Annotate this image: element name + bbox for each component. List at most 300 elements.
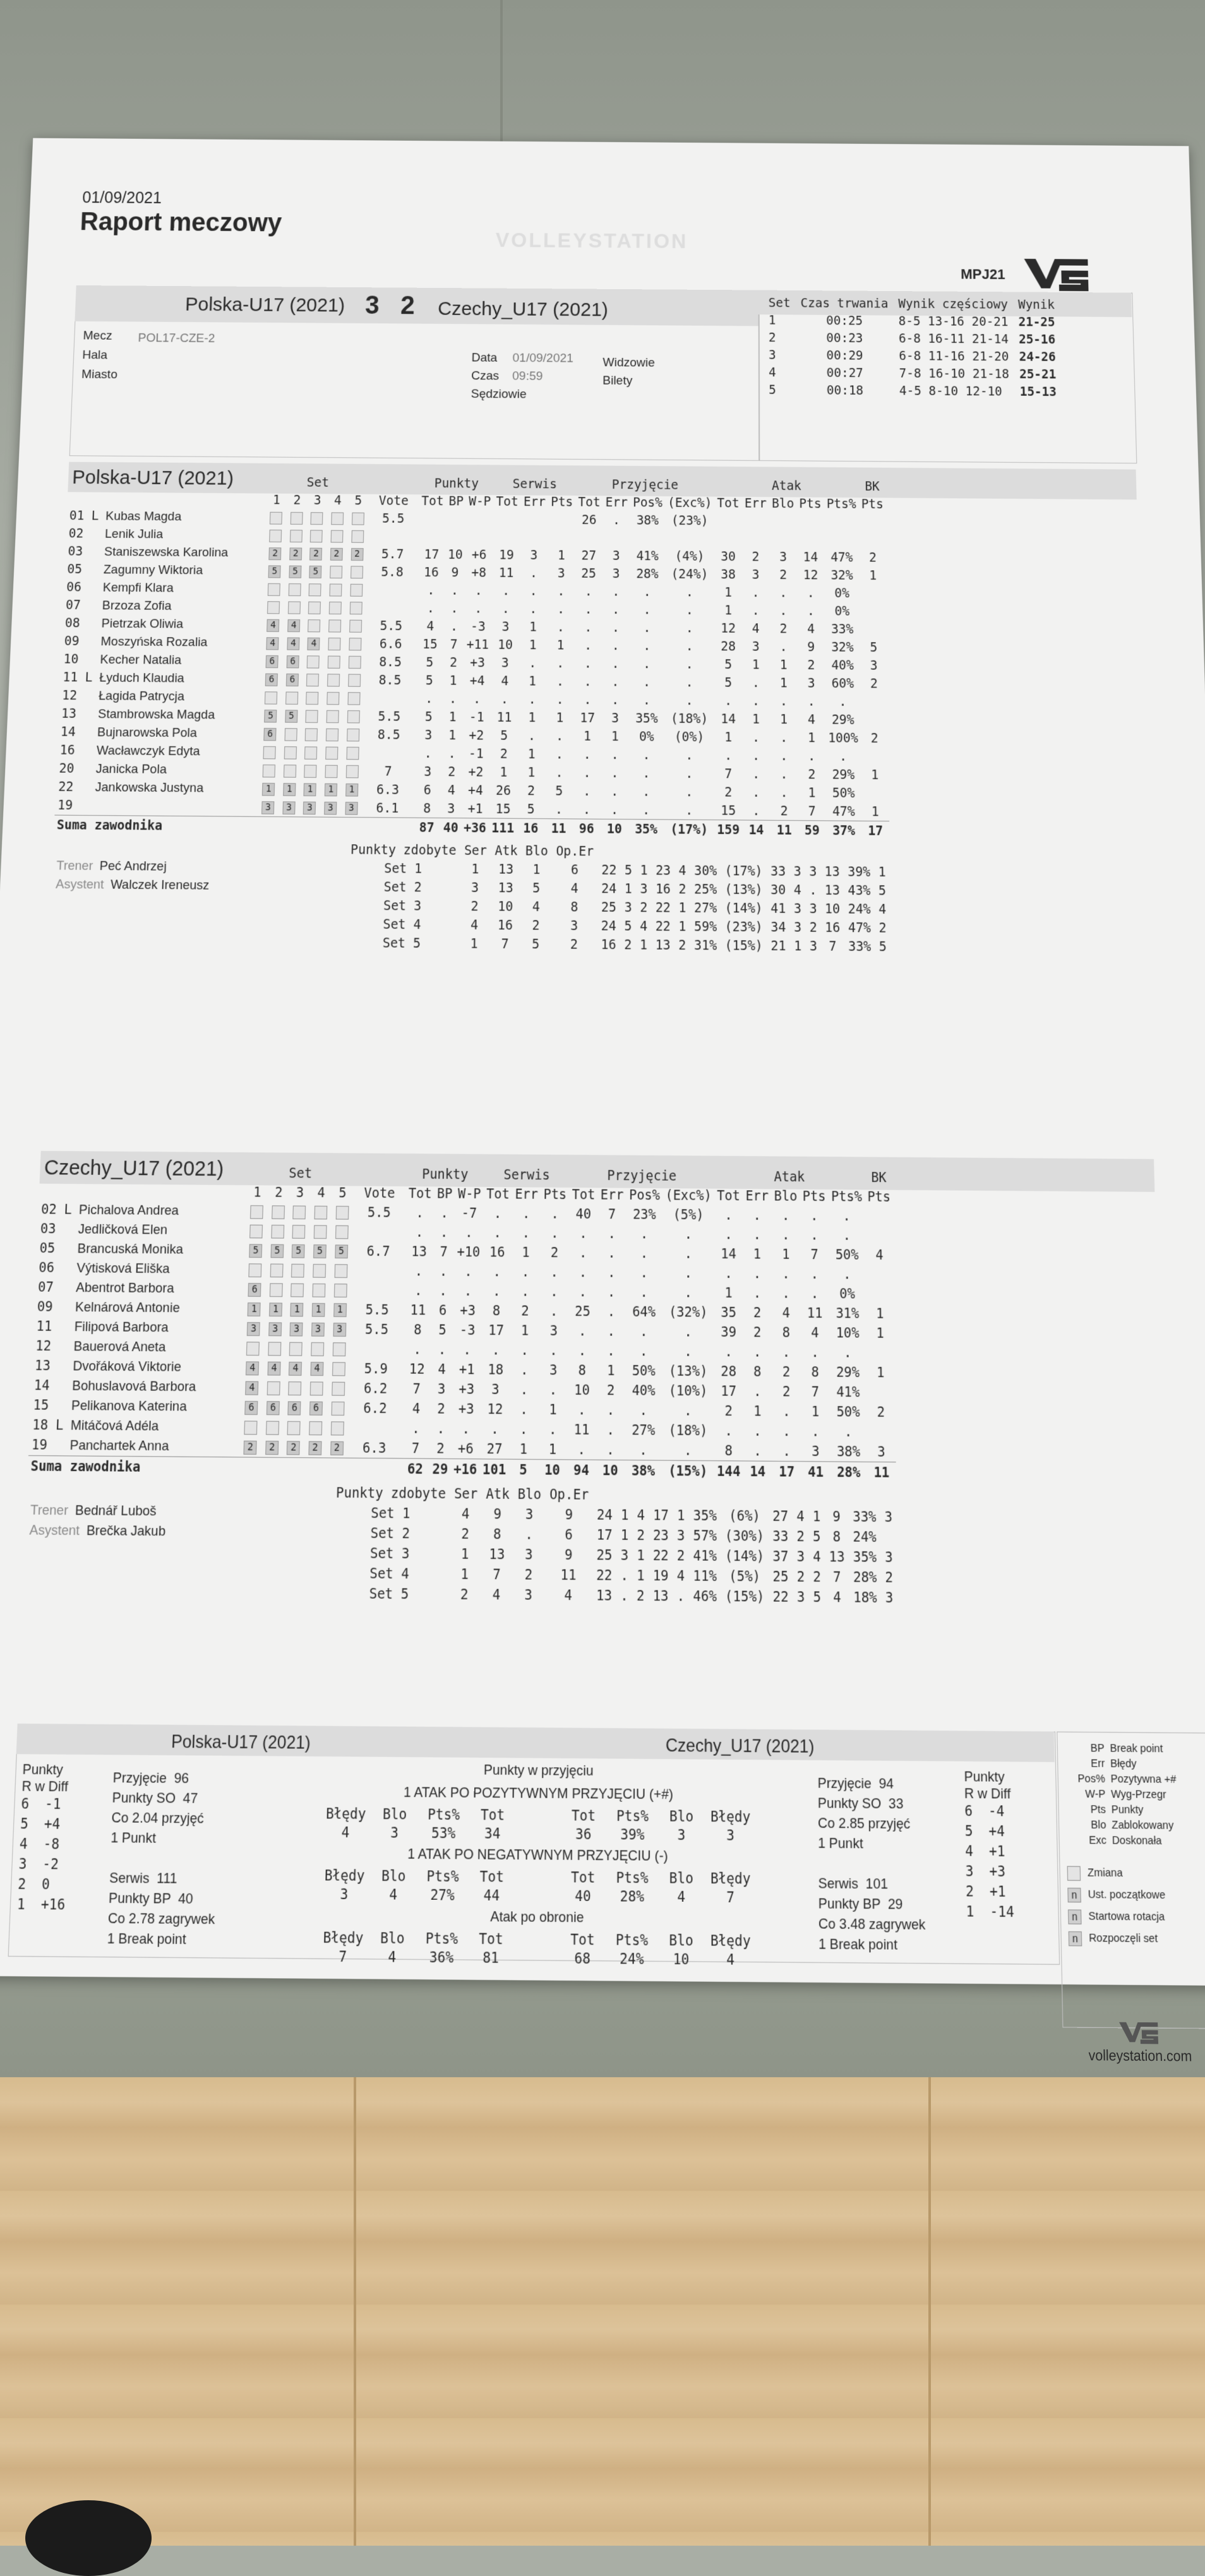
col-header: 5 — [332, 1183, 353, 1203]
section-value: 4 — [321, 1824, 370, 1841]
set-cell — [267, 1241, 289, 1260]
rotation-box: 2 — [309, 1441, 322, 1455]
set-cell — [343, 707, 364, 725]
stat-cell: . — [573, 763, 601, 782]
rotation-box — [304, 765, 317, 778]
rotation-box: 2 — [289, 547, 302, 560]
stat-cell: 1 — [743, 1401, 772, 1421]
stat-cell — [866, 1343, 895, 1363]
set-partials: 8-5 13-16 20-21 — [894, 313, 1014, 331]
set-stat-cell: 24% — [849, 1527, 881, 1547]
set-cell — [264, 1318, 286, 1338]
set-cell — [303, 671, 323, 689]
set-cell — [345, 635, 366, 653]
stat-cell: 4 — [402, 1398, 431, 1419]
stat-cell: . — [573, 800, 601, 819]
player-number: 02 — [68, 527, 91, 541]
player-name-cell — [59, 687, 261, 707]
col-set: Set — [764, 294, 796, 312]
stat-cell: . — [539, 1282, 568, 1301]
stat-cell: . — [518, 726, 546, 744]
player-number: 20 — [59, 761, 81, 776]
legend-text: Startowa rotacja — [1088, 1910, 1165, 1924]
rw-title: Punkty — [22, 1762, 70, 1779]
set-cell — [306, 1378, 328, 1398]
gap — [516, 1900, 558, 1901]
stat-cell: +2 — [462, 763, 489, 781]
set-stat-cell: 1 — [633, 1545, 649, 1565]
stat-cell: . — [664, 764, 714, 783]
stat-cell: . — [770, 692, 798, 710]
summary-home-title: Polska-U17 (2021) — [171, 1732, 311, 1755]
stats-home — [107, 1770, 219, 1952]
stat-cell: . — [662, 1282, 714, 1303]
stat-cell: 2 — [769, 566, 797, 584]
stat-cell: +2 — [462, 726, 490, 744]
stat-cell: 1 — [714, 728, 742, 746]
sum-blank — [257, 816, 279, 835]
set-result: 15-13 — [1014, 383, 1062, 400]
rotation-box — [348, 674, 361, 686]
set-stat-cell: 3 — [789, 862, 805, 881]
label-sedziowie: Sędziowie — [471, 387, 527, 402]
rotation-box — [266, 1421, 279, 1434]
set-cell — [280, 743, 301, 761]
coach-cell — [26, 1500, 332, 1522]
rotation-box — [308, 619, 321, 632]
rotation-box — [345, 765, 358, 778]
stat-cell — [465, 528, 493, 546]
stat-cell: . — [801, 1342, 830, 1363]
stat-cell: . — [664, 801, 714, 820]
stat-cell: . — [662, 1244, 714, 1263]
set-stat-cell: 5 — [875, 881, 890, 900]
stat-line — [818, 1856, 925, 1876]
stat-cell: . — [445, 581, 465, 600]
stat-cell: . — [434, 1203, 455, 1222]
stat-cell: . — [492, 581, 520, 600]
set-cell — [308, 1260, 330, 1280]
stat-cell: 1 — [596, 1361, 625, 1381]
stat-cell: . — [463, 689, 491, 708]
set-stat-cell: 7 — [821, 937, 844, 956]
set-stat-cell: 3 — [620, 898, 636, 917]
col-left: Tot — [468, 1806, 517, 1823]
stat-cell: . — [597, 1282, 626, 1301]
group-header-2 — [369, 474, 419, 492]
set-stat-cell: 13 — [820, 862, 844, 881]
set-stat-cell: 8 — [481, 1524, 513, 1544]
rotation-box — [268, 583, 280, 595]
rw-rotation: 5 — [965, 1823, 989, 1840]
player-name-cell — [66, 525, 266, 544]
set-stat-cell: 3 — [790, 899, 806, 918]
stat-cell: 7 — [433, 1242, 455, 1261]
stat-cell — [602, 528, 630, 547]
set-cell — [321, 743, 343, 761]
stat-cell: . — [829, 1206, 865, 1225]
set-cell — [246, 1221, 268, 1241]
label-miasto: Miasto — [81, 367, 118, 382]
stat-cell: 8 — [743, 1361, 772, 1381]
stat-cell — [418, 527, 446, 546]
set-cell — [286, 1299, 308, 1319]
rw-rotation: 4 — [19, 1835, 44, 1852]
sum-cell: +16 — [451, 1458, 480, 1479]
stat-cell: . — [568, 1321, 597, 1340]
set-stat-cell: 4 — [793, 1506, 809, 1526]
stat-cell: . — [431, 1340, 453, 1359]
stat-cell: 3 — [414, 725, 442, 744]
stat-cell: 50% — [625, 1361, 662, 1381]
stat-cell: 5.5 — [350, 1319, 404, 1339]
stat-cell: . — [568, 1243, 597, 1262]
sum-cell: 14 — [743, 1461, 772, 1482]
set-duration: 00:27 — [796, 364, 894, 382]
set-stat-cell: 19 — [649, 1565, 673, 1585]
coach-cell — [51, 894, 345, 915]
rotation-box — [284, 746, 297, 760]
player-name: Zagumny Wiktoria — [104, 563, 203, 577]
col-header: 5 — [348, 491, 369, 509]
stat-line: Co 2.85 przyjęć — [818, 1815, 925, 1836]
set-cell — [321, 725, 342, 743]
points-col-header: Atk — [482, 1484, 514, 1504]
stat-cell: 4 — [742, 619, 770, 638]
sum-cell: 41 — [801, 1462, 830, 1482]
set-cell — [279, 761, 301, 780]
player-number: 03 — [68, 544, 90, 559]
set-stat-cell: 4 — [875, 900, 890, 919]
set-cell — [261, 670, 282, 688]
rotation-box: 3 — [303, 801, 316, 814]
set-cell — [286, 509, 307, 527]
col-header: Blo — [769, 494, 796, 512]
set-stat-cell: 22 — [597, 861, 621, 880]
set-stat-cell: 37 — [769, 1546, 793, 1566]
rotation-box: 1 — [262, 782, 275, 796]
set-stat-cell: 31% — [690, 936, 721, 955]
points-col-header: Ser — [450, 1484, 482, 1504]
set-cell — [344, 652, 365, 671]
sum-cell: 10 — [537, 1460, 567, 1481]
set-stat-cell: 5 — [620, 917, 636, 936]
set-cell — [301, 725, 323, 743]
stat-cell: . — [511, 1281, 540, 1301]
stat-cell: (13%) — [662, 1361, 714, 1381]
stat-cell — [860, 620, 887, 638]
col-header: Err — [603, 493, 630, 511]
stat-cell — [351, 1280, 404, 1301]
rotation-box — [331, 530, 344, 542]
set-cell — [285, 1339, 307, 1358]
stat-cell: (5%) — [662, 1205, 714, 1224]
set-stat-cell: 1 — [632, 1565, 649, 1585]
rotation-box — [284, 765, 296, 778]
section-title: 1 ATAK PO POZYTYWNYM PRZYJĘCIU (+#) — [273, 1784, 804, 1810]
set-cell — [342, 743, 364, 761]
home-team-title: Polska-U17 (2021) — [72, 467, 234, 490]
rotation-box — [330, 1421, 344, 1435]
set-cell — [306, 544, 327, 563]
stat-cell: 13 — [405, 1241, 434, 1261]
sum-cell: 10 — [601, 819, 628, 838]
legend-text: Break point — [1110, 1742, 1163, 1755]
set-stat-cell: 16 — [821, 918, 844, 937]
set-cell — [242, 1338, 264, 1357]
stat-cell: . — [626, 1263, 662, 1282]
player-name-cell — [31, 1376, 242, 1397]
name-col-header — [39, 1181, 248, 1202]
rw-diff: -4 — [988, 1803, 1005, 1820]
stat-cell: . — [800, 1206, 829, 1225]
set-stat-cell: 7 — [825, 1566, 849, 1587]
set-stat-cell: (14%) — [721, 898, 767, 917]
rotation-box: 1 — [269, 1303, 282, 1316]
stat-cell: 1 — [861, 802, 889, 821]
set-stat-cell: 1 — [620, 880, 636, 898]
player-name-cell — [33, 1317, 243, 1339]
stat-cell: . — [539, 1380, 568, 1400]
group-header-1: Set — [267, 473, 369, 491]
col-right: Pts% — [608, 1869, 657, 1887]
rotation-box — [326, 728, 339, 741]
stat-cell: . — [433, 1281, 454, 1301]
stat-cell — [769, 530, 797, 548]
player-number: 10 — [63, 652, 86, 667]
stat-cell: . — [772, 1421, 801, 1441]
col-left: Blo — [368, 1929, 417, 1947]
stat-cell: 7 — [798, 802, 826, 821]
rw-diff: +16 — [40, 1896, 65, 1913]
volleystation-logo-icon — [1021, 251, 1092, 297]
rw-diff: +4 — [988, 1823, 1005, 1840]
player-number: 22 — [58, 779, 81, 794]
stat-cell — [859, 513, 887, 530]
stat-cell: 2 — [511, 1301, 540, 1320]
stat-line: Punkty BP 29 — [818, 1896, 926, 1917]
section-value: 34 — [468, 1825, 517, 1842]
stat-cell: 29% — [825, 710, 861, 729]
rotation-box — [292, 1225, 306, 1239]
rotation-box: 5 — [264, 710, 277, 722]
set-cell — [308, 1299, 330, 1319]
stat-cell — [445, 528, 465, 546]
stat-cell: (10%) — [662, 1381, 714, 1401]
set-cell — [285, 1358, 307, 1378]
stat-cell: . — [742, 583, 770, 602]
set-stat-cell: 2 — [805, 918, 821, 937]
player-name: Staniszewska Karolina — [104, 545, 229, 559]
stat-cell: +3 — [452, 1399, 481, 1419]
sum-cell: 29 — [429, 1458, 451, 1479]
group-header-3: Punkty — [419, 474, 495, 492]
stat-line: 1 Break point — [107, 1931, 215, 1952]
stat-cell: 1 — [742, 655, 770, 674]
stat-cell — [630, 529, 665, 547]
stat-cell: -3 — [453, 1320, 482, 1340]
stat-cell: 6.2 — [349, 1398, 402, 1418]
set-label: Set 5 — [344, 933, 459, 953]
sets-summary-table — [764, 294, 1062, 401]
stat-cell: 41% — [830, 1382, 866, 1402]
rw-diff-away — [964, 1769, 1014, 1924]
col-header: Pts% — [824, 495, 859, 513]
col-header: Pts — [541, 1184, 569, 1204]
set-cell — [305, 1398, 327, 1418]
rotation-box — [309, 583, 321, 596]
stat-cell: 5.5 — [364, 707, 415, 725]
stat-cell: . — [629, 672, 664, 691]
stat-cell: . — [714, 1421, 743, 1441]
stat-cell: +1 — [452, 1359, 481, 1380]
player-name-cell — [64, 578, 265, 598]
col-right: Tot — [558, 1869, 608, 1887]
col-header: Tot — [714, 494, 741, 511]
stat-cell: 1 — [518, 744, 546, 763]
rotation-box: 5 — [285, 710, 297, 722]
legend-row-2 — [1068, 1931, 1205, 1955]
stat-cell: 17 — [482, 1320, 511, 1340]
player-number: 13 — [35, 1357, 59, 1374]
rw-title: Punkty — [964, 1769, 1012, 1786]
footer-brand: volleystation.com — [1088, 2048, 1192, 2066]
set-cell — [244, 1279, 266, 1299]
stat-cell: 2 — [770, 802, 798, 821]
stat-cell: 39 — [714, 1322, 743, 1342]
section-value: 4 — [657, 1888, 706, 1906]
stat-cell — [865, 1265, 894, 1284]
stat-cell: . — [465, 581, 493, 600]
col-header: Pos% — [630, 493, 665, 511]
set-stat-cell: 9 — [481, 1504, 513, 1524]
stat-cell — [865, 1206, 894, 1225]
stat-cell: 1 — [443, 671, 463, 689]
sum-cell: 14 — [742, 820, 770, 839]
rotation-box: 4 — [246, 1361, 259, 1375]
stat-cell: . — [829, 1225, 865, 1245]
group-header-2 — [354, 1164, 407, 1183]
sum-cell: +36 — [461, 818, 489, 837]
set-duration: 00:29 — [796, 346, 894, 364]
rw-diff: -1 — [45, 1796, 61, 1813]
set-cell — [282, 1437, 304, 1457]
stat-cell: 5 — [860, 638, 887, 657]
rotation-box — [329, 601, 342, 614]
stat-cell: . — [483, 1223, 512, 1243]
set-points-table — [49, 838, 891, 956]
stat-cell: . — [601, 763, 628, 782]
stat-cell: . — [602, 511, 630, 528]
stat-cell: 1 — [714, 583, 742, 602]
stat-cell: . — [414, 744, 442, 762]
set-stat-cell: 2 — [793, 1566, 809, 1587]
rw-diff: +3 — [989, 1863, 1005, 1880]
stat-cell: 3 — [602, 564, 630, 583]
set-stat-cell: 7 — [481, 1564, 513, 1584]
player-number: 12 — [35, 1338, 59, 1354]
stat-cell: -7 — [455, 1203, 484, 1223]
rotation-box: 1 — [304, 783, 316, 796]
rotation-box — [313, 1283, 326, 1297]
stat-cell: . — [492, 599, 520, 617]
stat-cell: (32%) — [662, 1302, 714, 1322]
rotation-box — [348, 655, 361, 668]
col-right: Błędy — [706, 1933, 755, 1950]
rotation-box: 5 — [335, 1244, 348, 1258]
stat-cell: 14 — [797, 548, 825, 566]
stat-cell: 12 — [402, 1359, 431, 1379]
rotation-box — [334, 1283, 347, 1297]
player-name-cell — [58, 705, 260, 724]
set-cell — [289, 1202, 311, 1222]
stat-cell: . — [512, 1223, 541, 1243]
stat-cell: -3 — [464, 617, 492, 636]
section-value: 4 — [706, 1951, 755, 1969]
stat-cell: +1 — [461, 799, 489, 818]
col-header: Pts — [796, 494, 824, 512]
sum-blank — [278, 817, 299, 836]
player-name: Jedličková Elen — [78, 1222, 167, 1237]
stat-cell: 11 — [490, 708, 518, 726]
player-name-cell — [56, 760, 259, 779]
rw-row — [964, 1803, 1012, 1823]
stat-cell: 5 — [415, 707, 443, 725]
stat-cell: 3 — [491, 617, 519, 636]
set-cell — [266, 508, 287, 526]
set-cell — [304, 616, 325, 635]
section-value: 24% — [607, 1950, 656, 1968]
col-right: Blo — [657, 1808, 706, 1825]
legend-text: Zablokowany — [1112, 1818, 1173, 1832]
set-row — [764, 329, 1061, 349]
match-header-bar — [75, 285, 758, 326]
stat-cell: 3 — [548, 564, 575, 582]
match-report-sheet — [0, 138, 1205, 1986]
group-header-6: Atak — [714, 1167, 865, 1187]
set-stat-cell: 1 — [616, 1505, 633, 1525]
legend-swatch: n — [1069, 1931, 1082, 1947]
stat-cell: 10 — [445, 546, 465, 564]
player-number: 06 — [39, 1260, 62, 1275]
player-name-cell — [29, 1416, 240, 1437]
player-name: Jankowska Justyna — [95, 780, 203, 796]
stat-cell: . — [574, 654, 602, 672]
stat-cell: 2 — [770, 619, 798, 638]
stat-cell: . — [405, 1203, 435, 1222]
stat-cell — [548, 511, 576, 528]
set-stat-cell: 4 — [551, 879, 597, 898]
set-cell — [281, 688, 302, 707]
set-stat-cell: . — [673, 1586, 689, 1606]
stat-cell: . — [770, 638, 798, 656]
rotation-box — [314, 1225, 327, 1239]
set-stat-cell: 3 — [793, 1587, 809, 1607]
set-stat-cell: 3 — [881, 1587, 897, 1607]
col-header: Err — [521, 492, 549, 510]
stat-cell: 2 — [866, 1402, 896, 1422]
section-value: 44 — [467, 1887, 516, 1905]
col-header: Tot — [714, 1186, 743, 1205]
player-name: Brancuská Monika — [77, 1241, 183, 1257]
rotation-box — [291, 1263, 304, 1277]
stat-cell: 1 — [442, 726, 463, 744]
col-right: Tot — [558, 1931, 607, 1949]
rotation-box — [290, 530, 303, 542]
set-stat-cell: 2 — [673, 1546, 689, 1566]
set-stat-cell: 3 — [673, 1525, 689, 1546]
set-cell — [327, 1378, 349, 1398]
